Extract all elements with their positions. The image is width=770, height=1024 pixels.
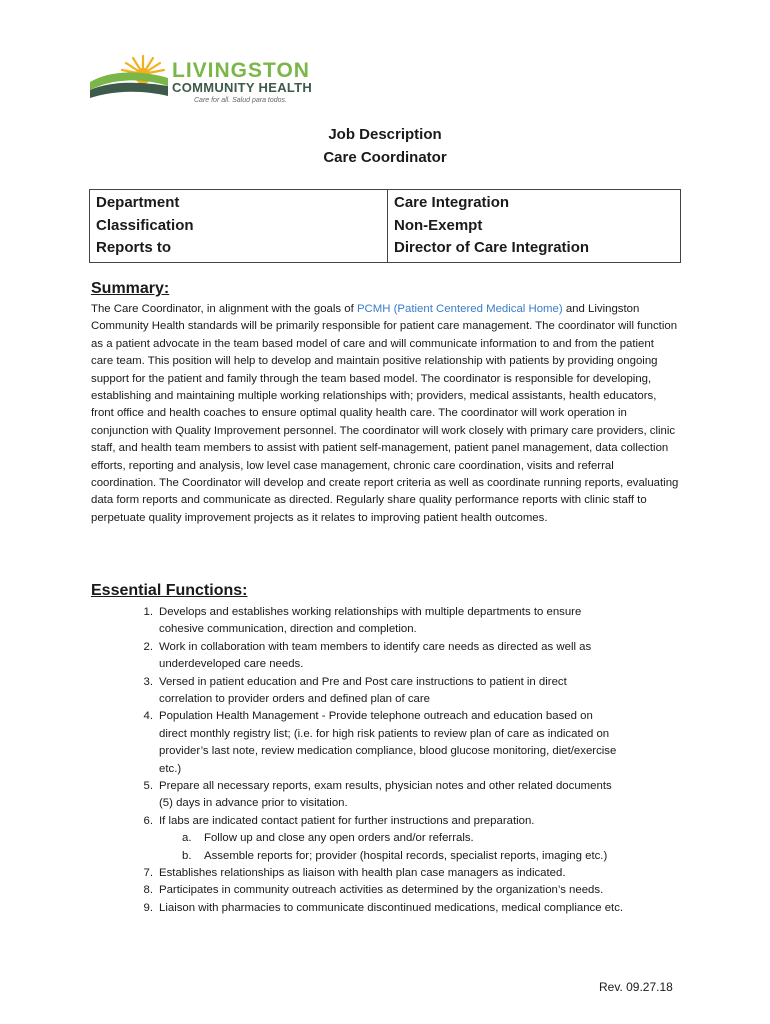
sub-item-text: Assemble reports for; provider (hospital records, specialist reports, imaging etc.)	[204, 849, 608, 862]
sun-hills-logo-icon	[88, 52, 170, 104]
list-item-text: Versed in patient education and Pre and Post care instructions to patient in direct	[159, 675, 567, 688]
list-item-text: Establishes relationships as liaison with health plan case managers as indicated.	[159, 867, 566, 879]
department-value: Care Integration	[394, 194, 510, 211]
organization-logo	[88, 52, 328, 112]
list-item-number: 3.	[143, 675, 153, 688]
logo-tagline: Care for all. Salud para todos.	[194, 97, 287, 104]
list-item-number: 1.	[143, 606, 153, 618]
summary-text-rest: and Livingston Community Health standards will be primarily responsible for patient care management. The coordinator will function as a patient advocate in the team based model of care and will communicate information to and from the patient care team. This position will help to develop and maintain positive relationship with patients by providing ongoing support for the patient and family through the team based model. The coordinator is responsible for developing, establishing and maintaining multiple working relationships with; providers, medical assistants, health educators, front office and health coaches to ensure optimal quality health care. The coordinator will work operation in conjunction with Quality Improvement personnel. The coordinator will work closely with primary care providers, clinic staff, and health team members to assist with patient self-management, patient panel management, data collection efforts, reporting and analysis, low level case management, chronic care coordination, visits and referral coordination. The Coordinator will develop and create report criteria as well as coordinate running reports, evaluating data form reports and communicate as directed. Regularly share quality performance reports with clinic staff to perpetuate quality improvement projects as it relates to improving patient health outcomes.	[91, 303, 679, 524]
reports-to-label: Reports to	[96, 239, 171, 256]
logo-subtitle: COMMUNITY HEALTH	[172, 80, 313, 95]
sub-item-letter: b.	[182, 849, 192, 862]
classification-label: Classification	[96, 216, 194, 234]
essential-functions-heading: Essential Functions:	[91, 582, 248, 599]
list-item-text: provider’s last note, review medication compliance, blood glucose monitoring, diet/exercise	[159, 745, 617, 758]
list-item-text: Participates in community outreach activities as determined by the organization’s needs.	[159, 884, 604, 897]
list-item-text: Develops and establishes working relationships with multiple departments to ensure	[159, 606, 582, 618]
list-item-text: Work in collaboration with team members to identify care needs as directed as well as	[159, 640, 592, 653]
department-label: Department	[96, 194, 180, 211]
job-info-table	[89, 189, 681, 263]
list-item-text: If labs are indicated contact patient for further instructions and preparation.	[159, 814, 535, 827]
list-item-text: (5) days in advance prior to visitation.	[159, 797, 348, 810]
sub-item-letter: a.	[182, 832, 192, 845]
list-item-number: 4.	[143, 710, 153, 723]
list-item-number: 7.	[143, 867, 153, 879]
list-item-text: cohesive communication, direction and completion.	[159, 623, 417, 636]
list-item-text: Population Health Management - Provide telephone outreach and education based on	[159, 710, 593, 723]
job-info-row	[90, 190, 681, 263]
logo-title: LIVINGSTON	[172, 59, 310, 82]
list-item-text: direct monthly registry list; (i.e. for high risk patients to review plan of care as indicated on	[159, 727, 610, 740]
pcmh-link[interactable]: PCMH (Patient Centered Medical Home)	[356, 303, 563, 315]
list-item-text: underdeveloped care needs.	[159, 658, 304, 671]
summary-heading: Summary:	[91, 280, 170, 297]
job-title: Care Coordinator	[323, 149, 447, 166]
document-title: Job Description	[328, 126, 442, 143]
list-item-number: 6.	[143, 814, 153, 827]
list-item-text: Prepare all necessary reports, exam results, physician notes and other related documents	[159, 780, 612, 792]
revision-date: Rev. 09.27.18	[599, 980, 673, 994]
list-item-text: Liaison with pharmacies to communicate discontinued medications, medical compliance etc.	[159, 901, 624, 914]
info-labels	[90, 190, 388, 263]
info-values	[388, 190, 681, 263]
sub-item-text: Follow up and close any open orders and/or referrals.	[204, 832, 474, 845]
summary-paragraph	[91, 301, 679, 527]
classification-value: Non-Exempt	[394, 216, 483, 234]
list-item-number: 5.	[143, 780, 153, 792]
reports-to-value: Director of Care Integration	[394, 239, 590, 256]
list-item-text: etc.)	[159, 762, 182, 775]
list-item-number: 9.	[143, 901, 153, 914]
list-item-text: correlation to provider orders and defined plan of care	[159, 692, 431, 705]
list-item-number: 8.	[143, 884, 153, 897]
list-item-number: 2.	[143, 640, 153, 653]
summary-text-start: The Care Coordinator, in alignment with the goals of	[91, 303, 357, 315]
